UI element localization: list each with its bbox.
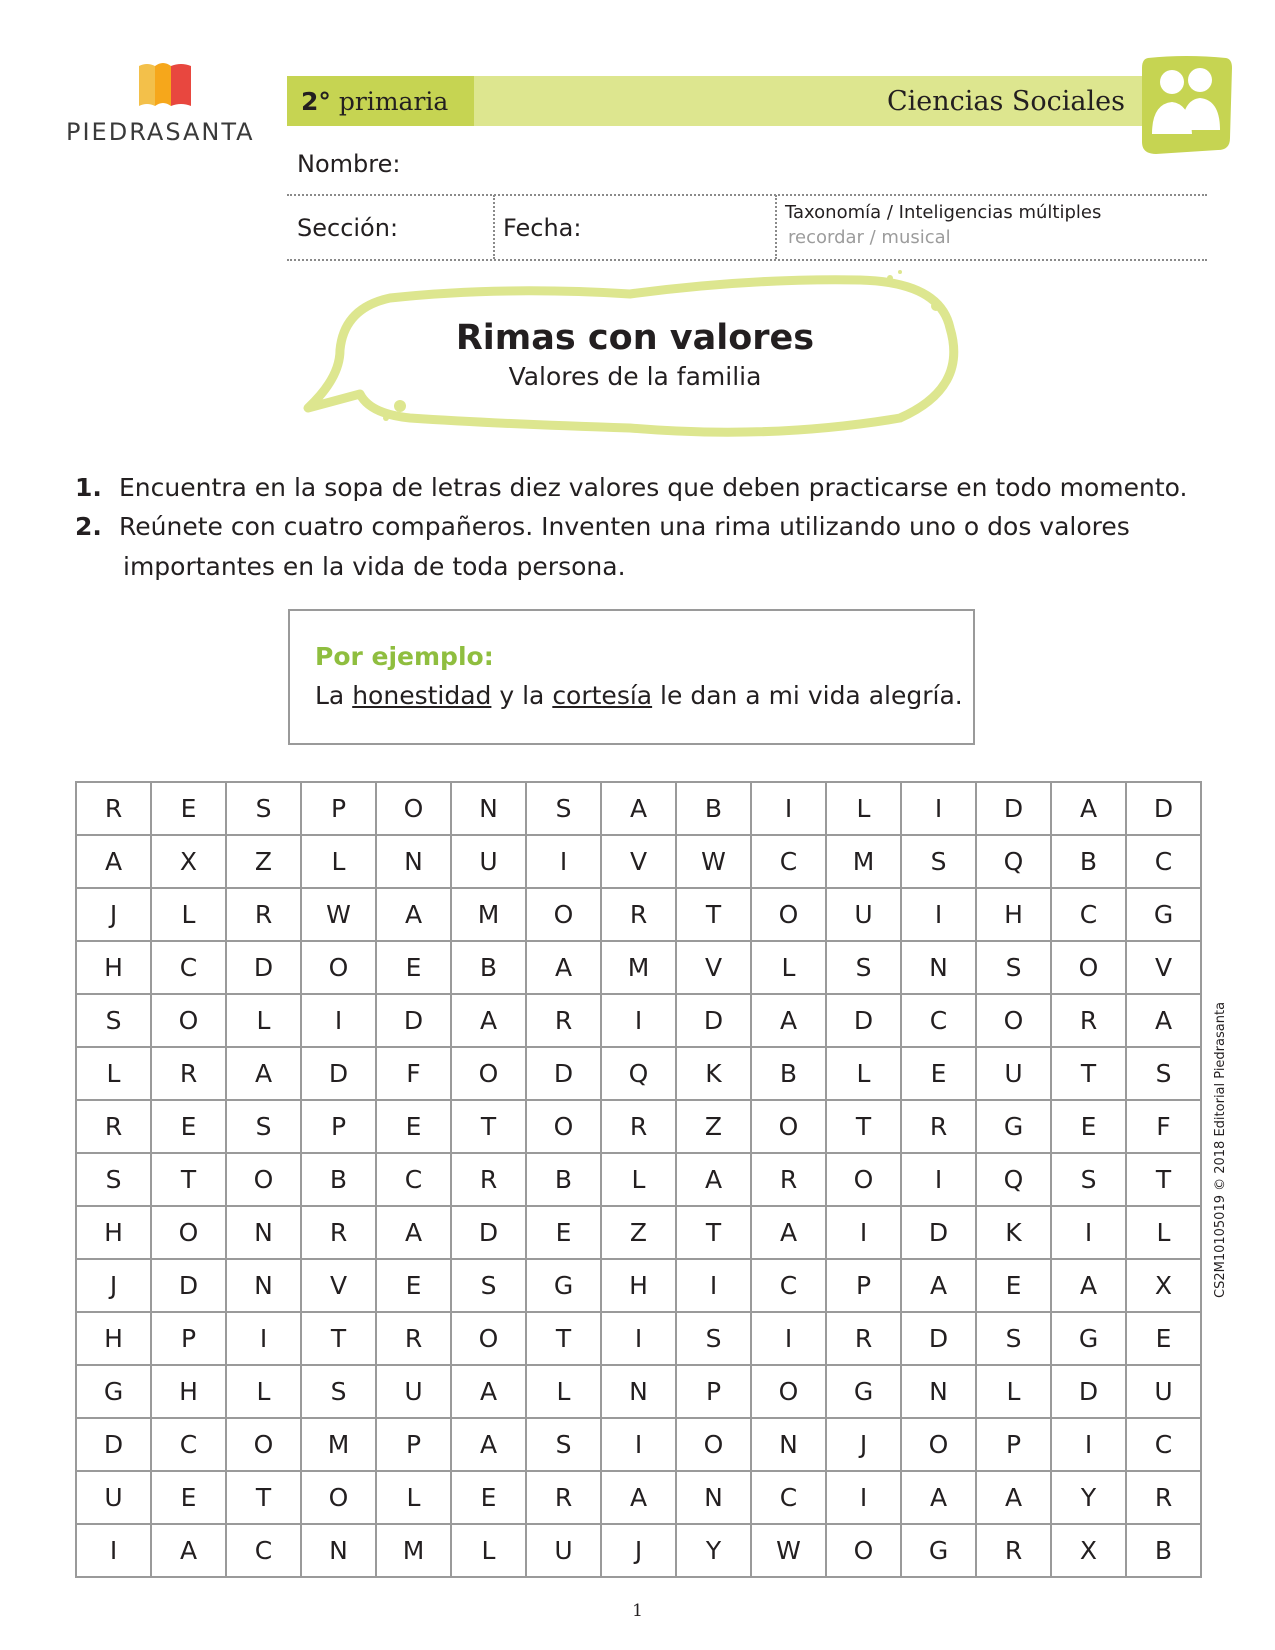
grid-cell[interactable]: R	[1051, 994, 1126, 1047]
grid-cell[interactable]: N	[226, 1259, 301, 1312]
grid-cell[interactable]: A	[601, 1471, 676, 1524]
grid-cell[interactable]: P	[976, 1418, 1051, 1471]
grid-row	[76, 1471, 1201, 1524]
grid-cell[interactable]: I	[901, 782, 976, 835]
grid-row	[76, 941, 1201, 994]
grid-cell[interactable]: U	[1126, 1365, 1201, 1418]
grid-cell[interactable]: E	[976, 1259, 1051, 1312]
grid-cell[interactable]: N	[301, 1524, 376, 1577]
grid-cell[interactable]: N	[751, 1418, 826, 1471]
grid-cell[interactable]: Y	[676, 1524, 751, 1577]
example-label: Por ejemplo:	[315, 642, 494, 671]
grid-cell[interactable]: C	[751, 835, 826, 888]
grid-cell[interactable]: I	[901, 1153, 976, 1206]
grid-cell[interactable]: E	[151, 1471, 226, 1524]
grid-cell[interactable]: R	[526, 994, 601, 1047]
grid-cell[interactable]: R	[526, 1471, 601, 1524]
grid-cell[interactable]: X	[1051, 1524, 1126, 1577]
grid-cell[interactable]: S	[1126, 1047, 1201, 1100]
grid-cell[interactable]: A	[751, 1206, 826, 1259]
grid-cell[interactable]: O	[826, 1153, 901, 1206]
grid-cell[interactable]: A	[676, 1153, 751, 1206]
grid-cell[interactable]: X	[1126, 1259, 1201, 1312]
grid-cell[interactable]: I	[826, 1206, 901, 1259]
grid-cell[interactable]: R	[76, 1100, 151, 1153]
grid-cell[interactable]: A	[151, 1524, 226, 1577]
grid-cell[interactable]: S	[976, 1312, 1051, 1365]
grid-cell[interactable]: C	[1126, 835, 1201, 888]
grid-cell[interactable]: A	[1051, 1259, 1126, 1312]
grid-cell[interactable]: I	[1051, 1206, 1126, 1259]
instruction-2	[75, 507, 1130, 547]
grid-cell[interactable]: R	[826, 1312, 901, 1365]
grid-cell[interactable]: T	[1126, 1153, 1201, 1206]
grid-cell[interactable]: S	[526, 1418, 601, 1471]
grid-cell[interactable]: U	[976, 1047, 1051, 1100]
grid-cell[interactable]: M	[601, 941, 676, 994]
grid-cell[interactable]: O	[976, 994, 1051, 1047]
grid-cell[interactable]: E	[526, 1206, 601, 1259]
grid-cell[interactable]: R	[976, 1524, 1051, 1577]
grid-cell[interactable]: T	[826, 1100, 901, 1153]
grid-cell[interactable]: N	[601, 1365, 676, 1418]
grid-cell[interactable]: N	[901, 1365, 976, 1418]
grid-cell[interactable]: O	[751, 888, 826, 941]
grid-cell[interactable]: H	[76, 1206, 151, 1259]
grid-cell[interactable]: S	[826, 941, 901, 994]
grid-cell[interactable]: D	[451, 1206, 526, 1259]
grid-cell[interactable]: A	[901, 1471, 976, 1524]
grid-row	[76, 1365, 1201, 1418]
grid-cell[interactable]: Z	[601, 1206, 676, 1259]
grid-cell[interactable]: L	[976, 1365, 1051, 1418]
grid-cell[interactable]: M	[301, 1418, 376, 1471]
grid-cell[interactable]: I	[601, 994, 676, 1047]
grid-cell[interactable]: E	[376, 1259, 451, 1312]
grid-cell[interactable]: J	[826, 1418, 901, 1471]
example-box	[288, 609, 975, 745]
grid-cell[interactable]: D	[526, 1047, 601, 1100]
grid-cell[interactable]: A	[526, 941, 601, 994]
grid-cell[interactable]: R	[751, 1153, 826, 1206]
grid-row	[76, 782, 1201, 835]
grid-cell[interactable]: R	[226, 888, 301, 941]
grid-cell[interactable]: L	[826, 1047, 901, 1100]
activity-subtitle: Valores de la familia	[508, 362, 762, 391]
grid-cell[interactable]: W	[751, 1524, 826, 1577]
grid-cell[interactable]: M	[826, 835, 901, 888]
grid-cell[interactable]: R	[901, 1100, 976, 1153]
grid-cell[interactable]: V	[301, 1259, 376, 1312]
brand-logo-text: PIEDRASANTA	[66, 118, 255, 146]
grid-cell[interactable]: Y	[1051, 1471, 1126, 1524]
grid-cell[interactable]: G	[1051, 1312, 1126, 1365]
grid-cell[interactable]: D	[676, 994, 751, 1047]
piedrasanta-logo-icon	[137, 60, 193, 112]
grid-cell[interactable]: P	[676, 1365, 751, 1418]
copyright-code: CS2M10105019 © 2018 Editorial Piedrasanta	[1213, 1001, 1228, 1298]
grid-cell[interactable]: D	[976, 782, 1051, 835]
grid-cell[interactable]: O	[151, 1206, 226, 1259]
grid-cell[interactable]: W	[301, 888, 376, 941]
grid-cell[interactable]: R	[376, 1312, 451, 1365]
grid-cell[interactable]: O	[451, 1047, 526, 1100]
grid-cell[interactable]: T	[301, 1312, 376, 1365]
grid-cell[interactable]: U	[376, 1365, 451, 1418]
example-sentence	[315, 681, 963, 710]
grid-cell[interactable]: O	[526, 1100, 601, 1153]
grid-cell[interactable]: D	[376, 994, 451, 1047]
grid-cell[interactable]: G	[1126, 888, 1201, 941]
grid-cell[interactable]: D	[1051, 1365, 1126, 1418]
grid-cell[interactable]: D	[1126, 782, 1201, 835]
grid-cell[interactable]: C	[151, 1418, 226, 1471]
grid-row	[76, 1100, 1201, 1153]
grid-cell[interactable]: Q	[976, 1153, 1051, 1206]
grid-cell[interactable]: S	[676, 1312, 751, 1365]
grid-cell[interactable]: N	[376, 835, 451, 888]
grid-cell[interactable]: P	[301, 782, 376, 835]
grid-cell[interactable]: S	[226, 782, 301, 835]
grid-cell[interactable]: G	[76, 1365, 151, 1418]
grid-cell[interactable]: R	[451, 1153, 526, 1206]
grid-cell[interactable]: P	[376, 1418, 451, 1471]
grid-cell[interactable]: D	[826, 994, 901, 1047]
grid-cell[interactable]: I	[76, 1524, 151, 1577]
grid-cell[interactable]: I	[901, 888, 976, 941]
grid-cell[interactable]: I	[751, 1312, 826, 1365]
grid-cell[interactable]: A	[376, 888, 451, 941]
grid-cell[interactable]: J	[601, 1524, 676, 1577]
grid-cell[interactable]: J	[76, 1259, 151, 1312]
speech-bubble-frame	[300, 268, 970, 448]
grid-cell[interactable]: N	[901, 941, 976, 994]
grid-cell[interactable]: I	[676, 1259, 751, 1312]
grid-cell[interactable]: U	[526, 1524, 601, 1577]
section-label: Sección:	[297, 214, 399, 242]
grid-cell[interactable]: O	[526, 888, 601, 941]
grid-cell[interactable]: B	[676, 782, 751, 835]
grid-cell[interactable]: K	[976, 1206, 1051, 1259]
example-word-cortesia: cortesía	[552, 681, 653, 710]
grid-cell[interactable]: E	[376, 1100, 451, 1153]
grid-cell[interactable]: O	[301, 1471, 376, 1524]
grid-cell[interactable]: H	[976, 888, 1051, 941]
grid-cell[interactable]: C	[1051, 888, 1126, 941]
grid-cell[interactable]: E	[1051, 1100, 1126, 1153]
grid-cell[interactable]: N	[676, 1471, 751, 1524]
grid-cell[interactable]: A	[226, 1047, 301, 1100]
grid-cell[interactable]: S	[901, 835, 976, 888]
grid-row	[76, 1524, 1201, 1577]
grid-row	[76, 888, 1201, 941]
instruction-text: Reúnete con cuatro compañeros. Inventen una rima utilizando uno o dos valores	[119, 512, 1130, 541]
grid-cell[interactable]: L	[526, 1365, 601, 1418]
grid-cell[interactable]: C	[151, 941, 226, 994]
grid-cell[interactable]: C	[376, 1153, 451, 1206]
grid-cell[interactable]: O	[1051, 941, 1126, 994]
grid-cell[interactable]: T	[526, 1312, 601, 1365]
word-search-grid	[75, 781, 1202, 1578]
grid-cell[interactable]: M	[376, 1524, 451, 1577]
grid-cell[interactable]: S	[976, 941, 1051, 994]
grid-cell[interactable]: A	[751, 994, 826, 1047]
divider	[775, 195, 777, 259]
grid-cell[interactable]: S	[76, 994, 151, 1047]
grid-cell[interactable]: P	[301, 1100, 376, 1153]
grid-cell[interactable]: C	[1126, 1418, 1201, 1471]
divider	[287, 194, 1207, 196]
grid-cell[interactable]: A	[976, 1471, 1051, 1524]
grid-cell[interactable]: V	[601, 835, 676, 888]
grid-cell[interactable]: P	[151, 1312, 226, 1365]
grid-cell[interactable]: B	[1126, 1524, 1201, 1577]
grid-cell[interactable]: A	[901, 1259, 976, 1312]
grid-cell[interactable]: C	[901, 994, 976, 1047]
grid-cell[interactable]: Z	[226, 835, 301, 888]
example-text-part: le dan a mi vida alegría.	[652, 681, 963, 710]
grid-cell[interactable]: E	[1126, 1312, 1201, 1365]
grid-cell[interactable]: T	[226, 1471, 301, 1524]
grid-cell[interactable]: O	[901, 1418, 976, 1471]
grid-cell[interactable]: L	[1126, 1206, 1201, 1259]
grid-cell[interactable]: A	[76, 835, 151, 888]
grade-number: 2°	[301, 86, 331, 116]
grid-row	[76, 835, 1201, 888]
grid-cell[interactable]: E	[151, 1100, 226, 1153]
grid-cell[interactable]: X	[151, 835, 226, 888]
grid-cell[interactable]: A	[1126, 994, 1201, 1047]
grid-row	[76, 1418, 1201, 1471]
grid-cell[interactable]: R	[76, 782, 151, 835]
grid-cell[interactable]: T	[676, 888, 751, 941]
grid-cell[interactable]: I	[226, 1312, 301, 1365]
grid-cell[interactable]: H	[76, 1312, 151, 1365]
instruction-number: 2.	[75, 512, 102, 541]
subject-title: Ciencias Sociales	[886, 85, 1125, 117]
grid-cell[interactable]: O	[751, 1365, 826, 1418]
grid-cell[interactable]: W	[676, 835, 751, 888]
grid-cell[interactable]: I	[526, 835, 601, 888]
grid-cell[interactable]: L	[376, 1471, 451, 1524]
grid-cell[interactable]: O	[151, 994, 226, 1047]
grid-cell[interactable]: O	[226, 1418, 301, 1471]
grid-cell[interactable]: D	[226, 941, 301, 994]
grid-cell[interactable]: L	[76, 1047, 151, 1100]
grid-cell[interactable]: V	[676, 941, 751, 994]
grid-cell[interactable]: D	[301, 1047, 376, 1100]
grid-cell[interactable]: B	[751, 1047, 826, 1100]
grid-cell[interactable]: I	[1051, 1418, 1126, 1471]
activity-title: Rimas con valores	[455, 318, 815, 358]
grid-cell[interactable]: S	[301, 1365, 376, 1418]
example-text-part: y la	[491, 681, 553, 710]
grid-cell[interactable]: O	[826, 1524, 901, 1577]
page-number: 1	[632, 1601, 643, 1621]
grid-cell[interactable]: Q	[976, 835, 1051, 888]
people-icon	[1138, 54, 1234, 156]
grid-cell[interactable]: N	[226, 1206, 301, 1259]
example-word-honestidad: honestidad	[352, 681, 492, 710]
grid-cell[interactable]: L	[226, 1365, 301, 1418]
grid-row	[76, 1206, 1201, 1259]
grid-cell[interactable]: L	[226, 994, 301, 1047]
grid-cell[interactable]: H	[76, 941, 151, 994]
grid-cell[interactable]: I	[601, 1312, 676, 1365]
example-text-part: La	[315, 681, 353, 710]
grid-cell[interactable]: U	[76, 1471, 151, 1524]
grid-cell[interactable]: G	[901, 1524, 976, 1577]
grid-cell[interactable]: I	[601, 1418, 676, 1471]
grid-cell[interactable]: O	[751, 1100, 826, 1153]
grid-cell[interactable]: T	[1051, 1047, 1126, 1100]
grid-cell[interactable]: G	[526, 1259, 601, 1312]
grid-cell[interactable]: B	[451, 941, 526, 994]
grid-cell[interactable]: T	[451, 1100, 526, 1153]
grid-cell[interactable]: A	[451, 994, 526, 1047]
grid-cell[interactable]: D	[901, 1206, 976, 1259]
grid-cell[interactable]: S	[526, 782, 601, 835]
grid-cell[interactable]: O	[301, 941, 376, 994]
grid-cell[interactable]: I	[301, 994, 376, 1047]
grid-cell[interactable]: L	[151, 888, 226, 941]
grid-cell[interactable]: O	[376, 782, 451, 835]
grid-cell[interactable]: G	[976, 1100, 1051, 1153]
grid-cell[interactable]: L	[451, 1524, 526, 1577]
grid-cell[interactable]: R	[1126, 1471, 1201, 1524]
taxonomy-value: recordar / musical	[788, 227, 951, 248]
grid-cell[interactable]: S	[451, 1259, 526, 1312]
grid-cell[interactable]: P	[826, 1259, 901, 1312]
name-label: Nombre:	[297, 150, 401, 178]
grid-cell[interactable]: A	[376, 1206, 451, 1259]
grid-cell[interactable]: H	[601, 1259, 676, 1312]
grid-cell[interactable]: M	[451, 888, 526, 941]
grid-cell[interactable]: L	[751, 941, 826, 994]
date-label: Fecha:	[503, 214, 582, 242]
grid-cell[interactable]: O	[451, 1312, 526, 1365]
grid-cell[interactable]: B	[526, 1153, 601, 1206]
grid-cell[interactable]: R	[601, 888, 676, 941]
grid-cell[interactable]: U	[826, 888, 901, 941]
grid-cell[interactable]: V	[1126, 941, 1201, 994]
grid-row	[76, 1153, 1201, 1206]
grid-cell[interactable]: G	[826, 1365, 901, 1418]
instruction-text: Encuentra en la sopa de letras diez valores que deben practicarse en todo momento.	[119, 473, 1188, 502]
grid-cell[interactable]: T	[676, 1206, 751, 1259]
grid-cell[interactable]: F	[376, 1047, 451, 1100]
grid-cell[interactable]: J	[76, 888, 151, 941]
grid-cell[interactable]: C	[751, 1471, 826, 1524]
grid-cell[interactable]: E	[901, 1047, 976, 1100]
grid-cell[interactable]: E	[376, 941, 451, 994]
grid-cell[interactable]: A	[451, 1418, 526, 1471]
grid-cell[interactable]: D	[76, 1418, 151, 1471]
grid-cell[interactable]: O	[676, 1418, 751, 1471]
grid-cell[interactable]: A	[1051, 782, 1126, 835]
grid-row	[76, 994, 1201, 1047]
grid-cell[interactable]: F	[1126, 1100, 1201, 1153]
grid-cell[interactable]: A	[451, 1365, 526, 1418]
grid-cell[interactable]: L	[601, 1153, 676, 1206]
divider	[493, 195, 495, 259]
grid-cell[interactable]: S	[1051, 1153, 1126, 1206]
grid-cell[interactable]: B	[1051, 835, 1126, 888]
grid-cell[interactable]: N	[451, 782, 526, 835]
grid-row	[76, 1047, 1201, 1100]
grid-row	[76, 1312, 1201, 1365]
grid-cell[interactable]: S	[226, 1100, 301, 1153]
instruction-1	[75, 468, 1187, 508]
grade-label	[287, 76, 474, 126]
grid-cell[interactable]: D	[151, 1259, 226, 1312]
grid-cell[interactable]: R	[301, 1206, 376, 1259]
grade-text: primaria	[338, 86, 449, 116]
grid-cell[interactable]: D	[901, 1312, 976, 1365]
divider	[287, 259, 1207, 261]
grid-cell[interactable]: Q	[601, 1047, 676, 1100]
grid-cell[interactable]: H	[151, 1365, 226, 1418]
grid-cell[interactable]: S	[76, 1153, 151, 1206]
grid-cell[interactable]: I	[751, 782, 826, 835]
grid-cell[interactable]: T	[151, 1153, 226, 1206]
grid-cell[interactable]: L	[301, 835, 376, 888]
grid-row	[76, 1259, 1201, 1312]
grid-cell[interactable]: R	[601, 1100, 676, 1153]
grid-cell[interactable]: A	[601, 782, 676, 835]
grid-cell[interactable]: E	[151, 782, 226, 835]
taxonomy-label: Taxonomía / Inteligencias múltiples	[785, 202, 1102, 223]
grid-cell[interactable]: Z	[676, 1100, 751, 1153]
grid-cell[interactable]: E	[451, 1471, 526, 1524]
grid-cell[interactable]: U	[451, 835, 526, 888]
instruction-2-continuation: importantes en la vida de toda persona.	[123, 552, 626, 581]
grid-cell[interactable]: C	[751, 1259, 826, 1312]
grid-cell[interactable]: C	[226, 1524, 301, 1577]
grid-cell[interactable]: B	[301, 1153, 376, 1206]
grid-cell[interactable]: R	[151, 1047, 226, 1100]
grid-cell[interactable]: I	[826, 1471, 901, 1524]
grid-cell[interactable]: O	[226, 1153, 301, 1206]
grid-cell[interactable]: L	[826, 782, 901, 835]
instruction-number: 1.	[75, 473, 102, 502]
grid-cell[interactable]: K	[676, 1047, 751, 1100]
